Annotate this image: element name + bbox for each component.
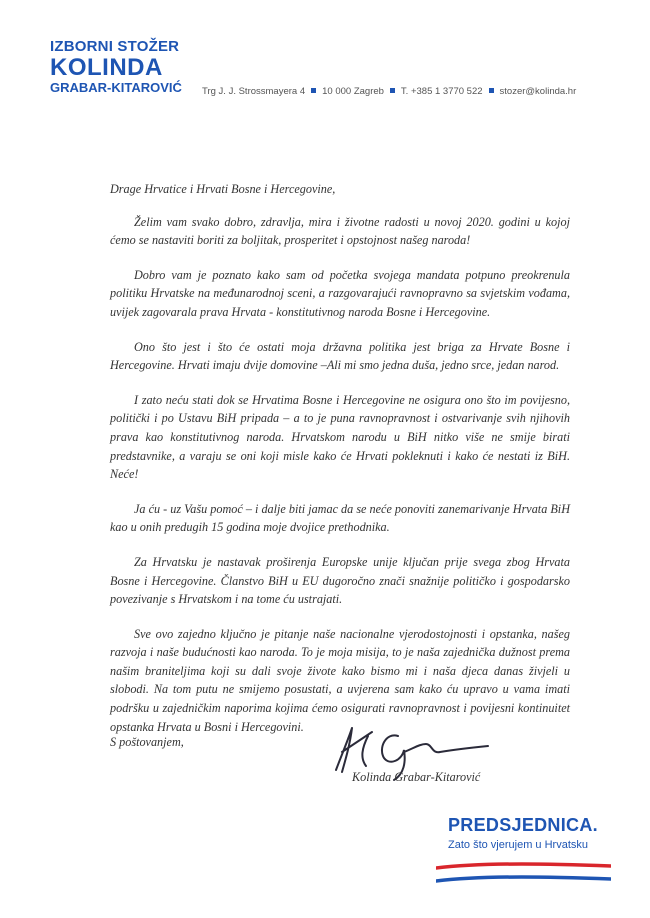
campaign-logo	[50, 38, 182, 96]
paragraph: Ja ću - uz Vašu pomoć – i dalje biti jamac da se neće ponoviti zanemarivanje Hrvata BiH kao u onih predugih 15 godina moje dvojice prethodnika.	[110, 501, 570, 535]
separator-square-icon	[311, 88, 316, 93]
campaign-slogan	[448, 815, 598, 852]
salutation: Drage Hrvatice i Hrvati Bosne i Hercegovine,	[110, 182, 336, 196]
signer-name: Kolinda Grabar-Kitarović	[352, 770, 481, 784]
slogan-subtitle: Zato što vjerujem u Hrvatsku	[448, 839, 588, 851]
logo-line-1: IZBORNI STOŽER	[50, 38, 180, 55]
paragraph: I zato neću stati dok se Hrvatima Bosne i Hercegovine ne osigura ono što im povijesno, politički i po Ustavu BiH pripada – a to je puna ravnopravnost i ostvarivanje svih njihovih prava kao konstitutivnog naroda. Hrvatskom narodu u BiH nitko više ne smije birati predstavnike, a varaju se oni koji misle kako će Hrvati pokleknuti i kako će nestati iz BiH. Neće!	[110, 392, 570, 482]
separator-square-icon	[489, 88, 494, 93]
paragraph: Ono što jest i što će ostati moja državna politika jest briga za Hrvate Bosne i Hercegovine. Hrvati imaju dvije domovine –Ali mi smo jedna duša, jedno srce, jedan narod.	[110, 339, 570, 373]
paragraph: Želim vam svako dobro, zdravlja, mira i životne radosti u novoj 2020. godini u kojoj ćemo se nastaviti boriti za boljitak, prosperitet i opstojnost našeg naroda!	[110, 214, 570, 248]
paragraph: Sve ovo zajedno ključno je pitanje naše nacionalne vjerodostojnosti i opstanka, našeg razvoja i naše budućnosti kao naroda. To je moja misija, to je naša zajednička dužnost prema našim braniteljima koji su dali svoje živote kako bismo mi i naša djeca danas živjeli u slobodi. Na tom putu ne smijemo posustati, a uvjerena sam kako ću upravo u vama imati podršku u zajedničkim naporima kojima ćemo osigurati ravnopravnost i povijesni kontinuitet opstanka Hrvata u Bosni i Hercegovini.	[110, 626, 570, 734]
email: stozer@kolinda.hr	[499, 86, 577, 97]
slogan-title: PREDSJEDNICA.	[448, 815, 598, 835]
letter-body	[110, 180, 570, 752]
city: 10 000 Zagreb	[322, 86, 384, 97]
phone: T. +385 1 3770 522	[400, 86, 483, 97]
logo-line-2: KOLINDA	[50, 54, 163, 81]
paragraph: Dobro vam je poznato kako sam od početka svojega mandata potpuno preokrenula politiku Hrvatske na međunarodnoj sceni, a razgovarajući ravnopravno sa svjetskim vođama, uvijek zagovarala prava Hrvata - konstitutivnog naroda Bosne i Hercegovine.	[110, 267, 570, 319]
flag-stripes-icon	[436, 862, 611, 884]
paragraph: Za Hrvatsku je nastavak proširenja Europske unije ključan prije svega zbog Hrvata Bosne i Hercegovine. Članstvo BiH u EU dugoročno znači snažnije političko i gospodarsko povezivanje s Hrvatskom i na tome ću ustrajati.	[110, 554, 570, 607]
logo-line-3: GRABAR-KITAROVIĆ	[50, 80, 182, 95]
separator-square-icon	[390, 88, 395, 93]
contact-line	[202, 86, 642, 97]
address: Trg J. J. Strossmayera 4	[202, 86, 306, 97]
closing: S poštovanjem,	[110, 735, 184, 749]
